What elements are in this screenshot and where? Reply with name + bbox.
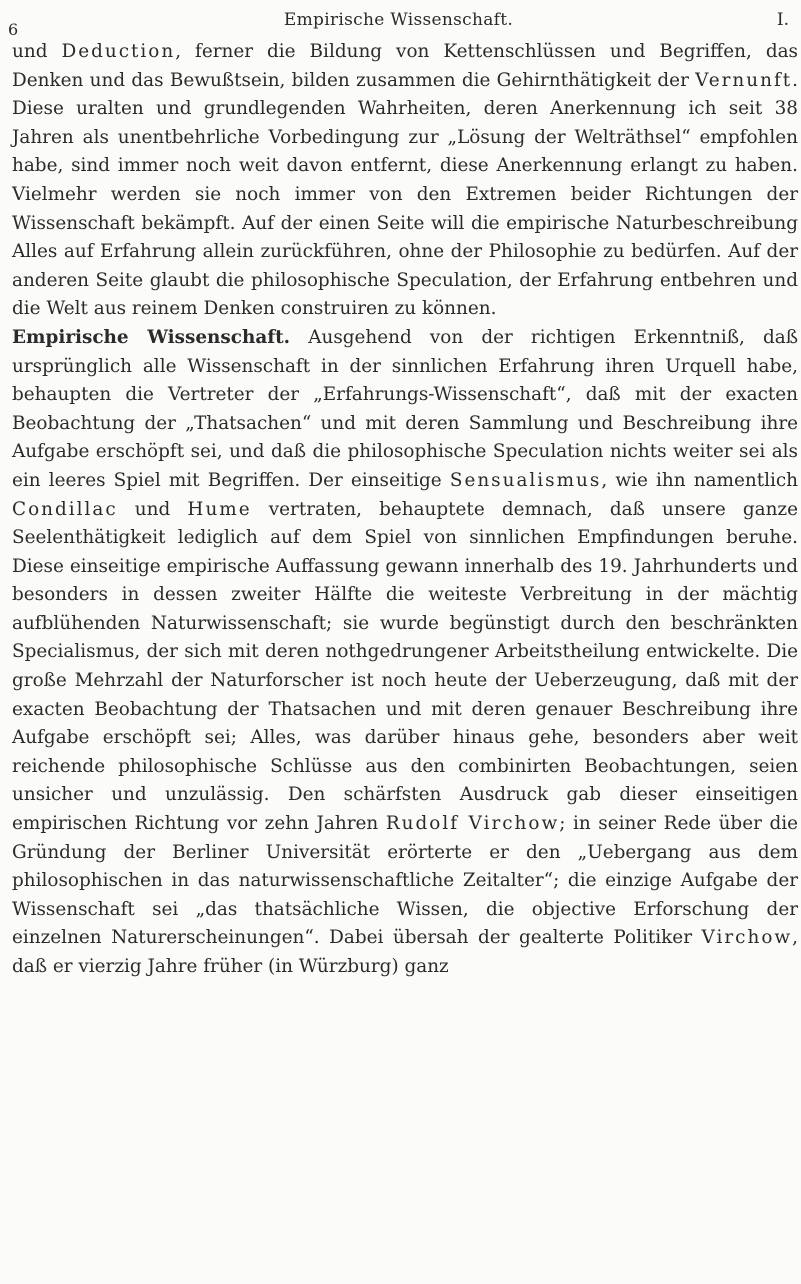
text-run: und xyxy=(12,41,62,62)
emphasis-sensualismus: Sensualismus xyxy=(449,469,602,491)
page-number: 6 xyxy=(8,20,19,39)
text-run: , ferner die Bildung von Kettenschlüssen und Begriffen, das Denken und das Bewußtsein, bilden zusammen die Gehirnthätigkeit der xyxy=(12,41,798,91)
body-text xyxy=(12,38,798,982)
text-run: , daß er vierzig Jahre früher (in Würzburg) ganz xyxy=(12,927,798,977)
running-head-title: Empirische Wissenschaft. xyxy=(283,10,514,30)
text-run: vertraten, behauptete demnach, daß unsere ganze Seelenthätigkeit lediglich auf dem Spiel von sinnlichen Empfindungen beruhe. Diese einseitige empirische Auffassung gewann innerhalb des 19. Jahrhunderts und besonders in dessen zweiter Hälfte die weiteste Verbreitung in der mächtig aufblühenden Naturwissenschaft; sie wurde begünstigt durch den beschränkten Specialismus, der sich mit deren nothgedrungener Arbeitstheilung entwickelte. Die große Mehrzahl der Naturforscher ist noch heute der Ueberzeugung, daß mit der exacten Beobachtung der Thatsachen und mit deren genauer Beschreibung ihre Aufgabe erschöpft sei; Alles, was darüber hinaus gehe, besonders aber weit reichende philosophische Schlüsse aus den combinirten Beobachtungen, seien unsicher und unzulässig. Den schärfsten Ausdruck gab dieser einseitigen empirischen Richtung vor zehn Jahren xyxy=(12,498,798,835)
emphasis-condillac: Condillac xyxy=(12,498,118,520)
text-run: . Diese uralten und grundlegenden Wahrheiten, deren Anerkennung ich seit 38 Jahren als unentbehrliche Vorbedingung zur „Lösung der Welträthsel“ empfohlen habe, sind immer noch weit davon entfernt, diese Anerkennung erlangt zu haben. Vielmehr werden sie noch immer von den Extremen beider Richtungen der Wissenschaft bekämpft. Auf der einen Seite will die empirische Naturbeschreibung Alles auf Erfahrung allein zurückführen, ohne der Philosophie zu bedürfen. Auf der anderen Seite glaubt die philosophische Speculation, der Erfahrung entbehren und die Welt aus reinem Denken construiren zu können. xyxy=(12,69,798,320)
text-run: ; in seiner Rede über die Gründung der Berliner Universität erörterte er den „Uebergang aus dem philosophischen in das naturwissenschaftliche Zeitalter“; die einzige Aufgabe der Wissenschaft sei „das thatsächliche Wissen, die objective Erforschung der einzelnen Naturerscheinungen“. Dabei übersah der gealterte Politiker xyxy=(12,813,798,949)
text-run: , wie ihn namentlich xyxy=(601,469,799,491)
chapter-number: I. xyxy=(776,10,789,30)
emphasis-virchow: Virchow xyxy=(701,927,793,949)
paragraph-empirische-wissenschaft xyxy=(12,324,798,982)
paragraph-deduction xyxy=(12,38,798,324)
emphasis-hume: Hume xyxy=(187,498,252,520)
text-run: und xyxy=(117,498,188,520)
emphasis-vernunft: Vernunft xyxy=(695,69,793,91)
section-heading: Empirische Wissenschaft. xyxy=(12,326,291,348)
text-run: Ausgehend von der richtigen Erkenntniß, daß ursprünglich alle Wissenschaft in der sinnlichen Erfahrung ihren Urquell habe, behaupten die Vertreter der „Erfahrungs-Wissenschaft“, daß mit der exacten Beobachtung der „Thatsachen“ und mit deren Sammlung und Beschreibung ihre Aufgabe erschöpft sei, und daß die philosophische Speculation nichts weiter sei als ein leeres Spiel mit Begriffen. Der einseitige xyxy=(12,326,798,491)
emphasis-rudolf-virchow: Rudolf Virchow xyxy=(385,813,560,835)
emphasis-deduction: Deduction xyxy=(61,41,176,62)
